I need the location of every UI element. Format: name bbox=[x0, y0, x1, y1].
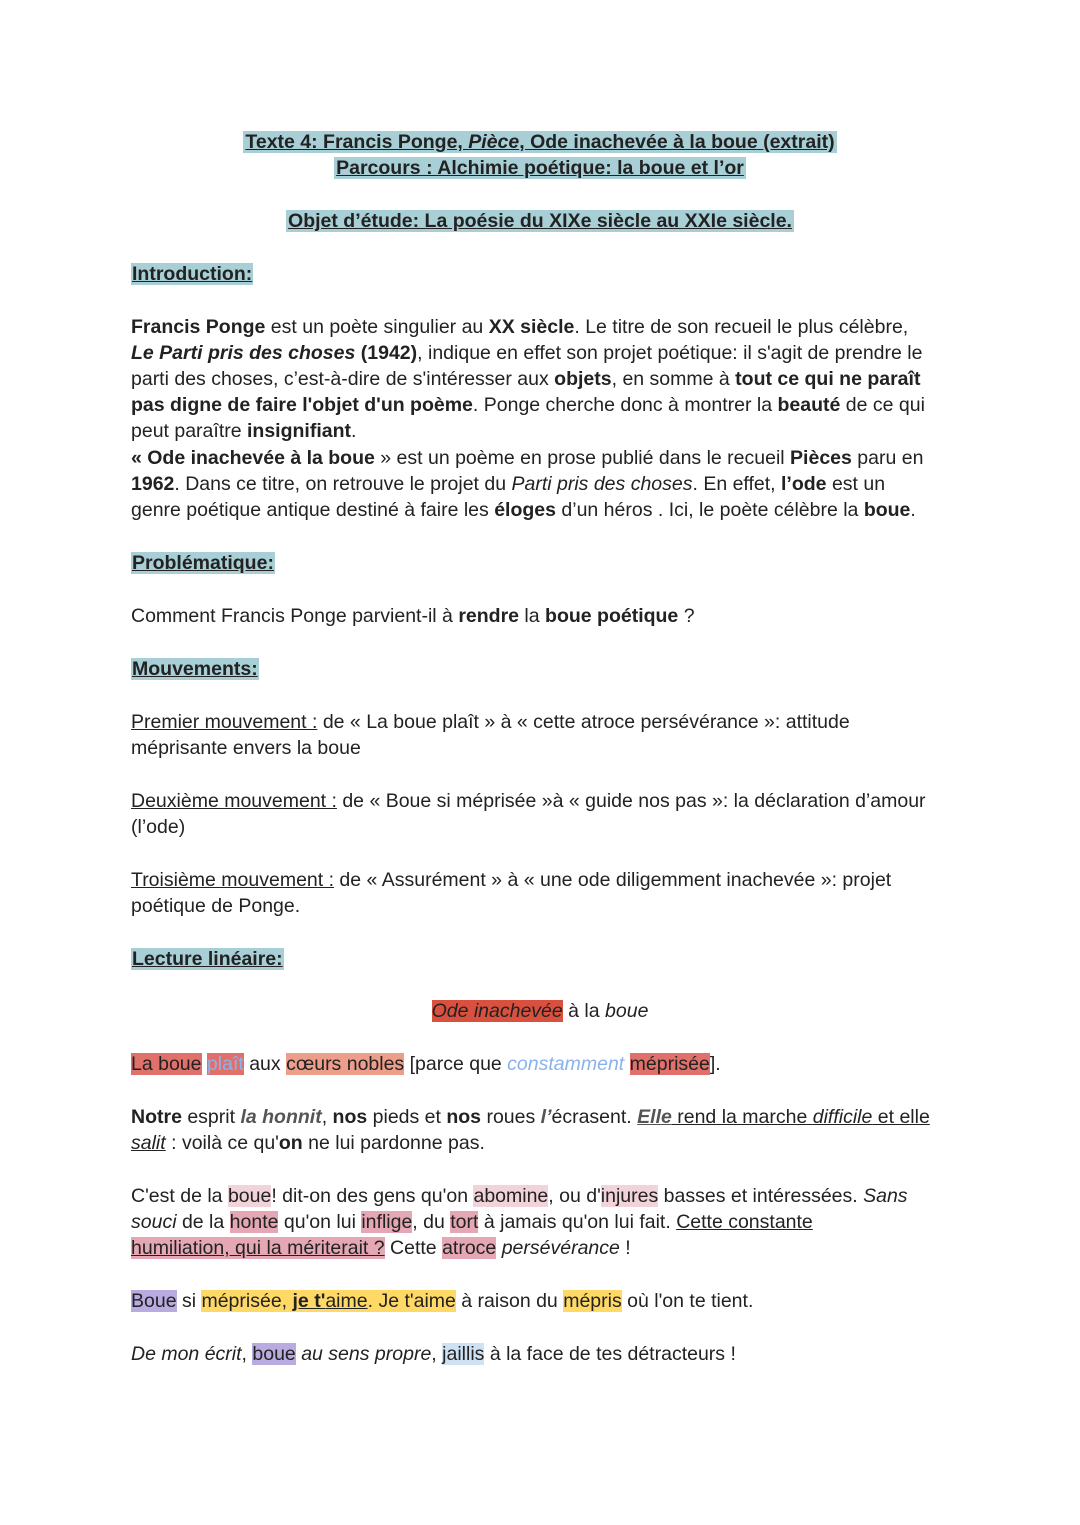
intro-line-7: 1962. Dans ce titre, on retrouve le projet du Parti pris des choses. En effet, l’ode est un bbox=[131, 473, 886, 495]
section-title: Problématique: bbox=[132, 552, 274, 574]
problematique-question: Comment Francis Ponge parvient-il à rendre la boue poétique ? bbox=[131, 605, 695, 627]
parcours-line bbox=[0, 155, 1080, 181]
poem-line-3b: souci de la honte qu'on lui inflige, du tort à jamais qu'on lui fait. Cette constante bbox=[131, 1211, 813, 1233]
intro-line-1: Francis Ponge est un poète singulier au XX siècle. Le titre de son recueil le plus célèbre, bbox=[131, 316, 909, 338]
mouvement-2-cont: (l’ode) bbox=[131, 816, 186, 838]
objet-text: Objet d’étude: La poésie du XIXe siècle au XXIe siècle. bbox=[288, 210, 792, 232]
mouvement-3: Troisième mouvement : de « Assurément » à « une ode diligemment inachevée »: projet bbox=[131, 869, 892, 891]
poem-line-3c: humiliation, qui la mériterait ? Cette atroce persévérance ! bbox=[131, 1237, 631, 1259]
poem-line-3a: C'est de la boue! dit-on des gens qu'on abomine, ou d'injures basses et intéressées. Sans bbox=[131, 1185, 908, 1207]
intro-line-2: Le Parti pris des choses (1942), indique en effet son projet poétique: il s'agit de prendre le bbox=[131, 342, 923, 364]
document-title bbox=[0, 129, 1080, 155]
title-highlight: Texte 4: Francis Ponge, Pièce, Ode inachevée à la boue (extrait) bbox=[245, 131, 835, 153]
poem-line-2b: salit : voilà ce qu'on ne lui pardonne pas. bbox=[131, 1132, 485, 1154]
parcours-text: Parcours : Alchimie poétique: la boue et l’or bbox=[336, 157, 744, 179]
poem-title: Ode inachevée à la boue bbox=[431, 1000, 649, 1022]
mouvement-3-cont: poétique de Ponge. bbox=[131, 895, 301, 917]
poem-line-5: De mon écrit, boue au sens propre, jaillis à la face de tes détracteurs ! bbox=[131, 1343, 736, 1365]
mouvement-1: Premier mouvement : de « La boue plaît » à « cette atroce persévérance »: attitude bbox=[131, 711, 850, 733]
intro-line-3: parti des choses, c’est-à-dire de s'intéresser aux objets, en somme à tout ce qui ne paraît bbox=[131, 368, 921, 390]
poem-line-2a: Notre esprit la honnit, nos pieds et nos roues l’écrasent. Elle rend la marche difficile et elle bbox=[131, 1106, 930, 1128]
mouvement-2: Deuxième mouvement : de « Boue si méprisée »à « guide nos pas »: la déclaration d’amour bbox=[131, 790, 926, 812]
intro-line-8: genre poétique antique destiné à faire les éloges d’un héros . Ici, le poète célèbre la boue. bbox=[131, 499, 916, 521]
intro-line-4: pas digne de faire l'objet d'un poème. Ponge cherche donc à montrer la beauté de ce qui bbox=[131, 394, 925, 416]
poem-line-4: Boue si méprisée, je t'aime. Je t'aime à raison du mépris où l'on te tient. bbox=[131, 1290, 754, 1312]
objet-line bbox=[0, 208, 1080, 234]
section-title: Lecture linéaire: bbox=[132, 948, 283, 970]
section-introduction bbox=[131, 261, 253, 287]
section-title: Mouvements: bbox=[132, 658, 258, 680]
poem-line-1: La boue plaît aux cœurs nobles [parce que constamment méprisée]. bbox=[131, 1053, 721, 1075]
intro-line-6: « Ode inachevée à la boue » est un poème en prose publié dans le recueil Pièces paru en bbox=[131, 447, 924, 469]
section-problematique bbox=[131, 550, 275, 576]
intro-line-5: peut paraître insignifiant. bbox=[131, 420, 357, 442]
section-title: Introduction: bbox=[132, 263, 253, 285]
section-mouvements bbox=[131, 656, 259, 682]
mouvement-1-cont: méprisante envers la boue bbox=[131, 737, 361, 759]
section-lecture bbox=[131, 946, 284, 972]
